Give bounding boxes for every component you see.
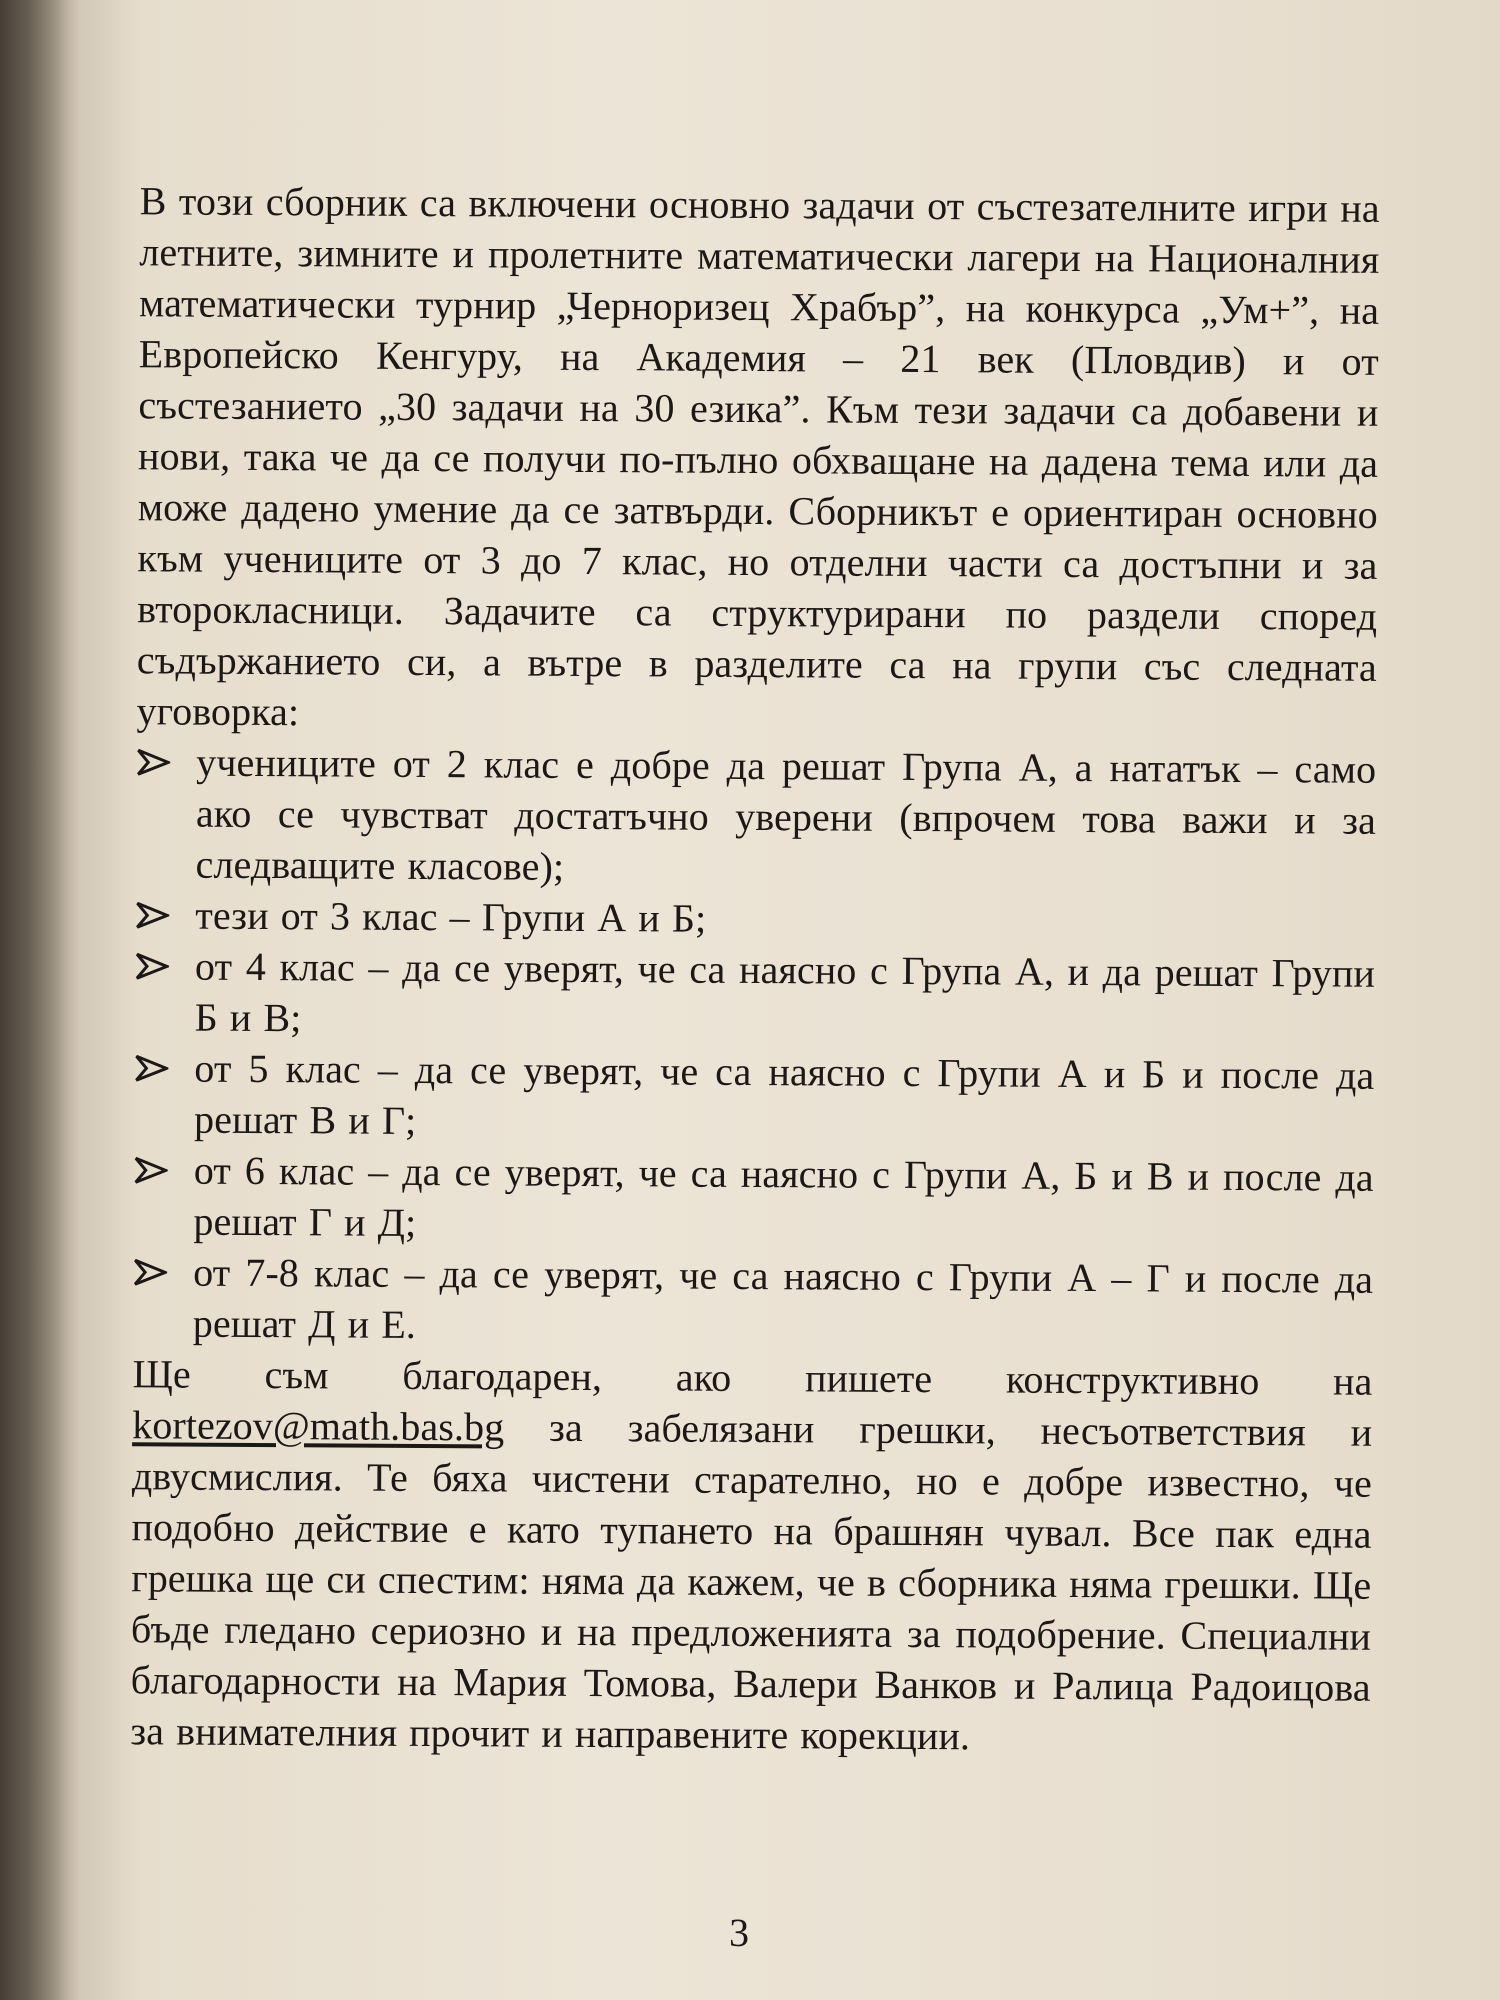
arrowhead-bullet-icon: [135, 889, 175, 940]
list-item: [133, 1246, 1374, 1356]
list-item: [135, 940, 1376, 1050]
binding-shadow: [0, 0, 80, 2000]
book-page: [89, 150, 1400, 1978]
list-item-text: учениците от 2 клас е добре да решат Група А, а нататък – само ако се чувстват достатъчно уверени (впрочем това важи и за следващите класове);: [195, 739, 1377, 889]
list-item: [133, 1144, 1374, 1254]
page-body: [130, 175, 1380, 1764]
list-item-text: тези от 3 клас – Групи А и Б;: [195, 892, 707, 941]
closing-prefix: Ще съм благодарен, ако пишете конструктивно на: [132, 1351, 1373, 1404]
page-number: 3: [728, 1909, 750, 1955]
closing-suffix: за забелязани грешки, несъответствия и двусмислия. Те бяха чистени старателно, но е добре известно, че подобно действие е като тупането на брашнян чувал. Все пак една грешка ще си спестим: няма да кажем, че в сборника няма грешки. Ще бъде гледано сериозно и на предложенията за подобрение. Специални благодарности на Мария Томова, Валери Ванков и Ралица Радоицова за внимателния прочит и направените корекции.: [130, 1404, 1373, 1759]
list-item-text: от 6 клас – да се уверят, че са наясно с Групи А, Б и В и после да решат Г и Д;: [193, 1147, 1374, 1245]
email-link[interactable]: kortezov@math.bas.bg: [132, 1402, 505, 1450]
list-item: [134, 1042, 1375, 1152]
arrowhead-bullet-icon: [133, 1246, 173, 1297]
list-item-text: от 5 клас – да се уверят, че са наясно с Групи А и Б и после да решат В и Г;: [193, 1045, 1375, 1143]
arrowhead-bullet-icon: [134, 1042, 174, 1093]
list-item: [135, 736, 1376, 897]
arrowhead-bullet-icon: [135, 940, 175, 991]
list-item: [135, 889, 1375, 948]
group-list: [133, 736, 1377, 1356]
list-item-text: от 7-8 клас – да се уверят, че са наясно с Групи А – Г и после да решат Д и Е.: [192, 1249, 1374, 1347]
arrowhead-bullet-icon: [136, 736, 176, 787]
closing-paragraph: [130, 1348, 1372, 1764]
arrowhead-bullet-icon: [134, 1144, 174, 1195]
list-item-text: от 4 клас – да се уверят, че са наясно с Група А, и да решат Групи Б и В;: [194, 943, 1376, 1041]
intro-paragraph: В този сборник са включени основно задачи от състезателните игри на летните, зимните и пролетните математически лагери на Националния математически турнир „Черноризец Храбър”, на конкурса „Ум+”, на Европейско Кенгуру, на Академия – 21 век (Пловдив) и от състезанието „30 задачи на 30 езика”. Към тези задачи са добавени и нови, така че да се получи по-пълно обхващане на дадена тема или да може дадено умение да се затвърди. Сборникът е ориентиран основно към учениците от 3 до 7 клас, но отделни части са достъпни и за второкласници. Задачите са структурирани по раздели според съдържанието си, а вътре в разделите са на групи със следната уговорка:: [136, 178, 1380, 735]
